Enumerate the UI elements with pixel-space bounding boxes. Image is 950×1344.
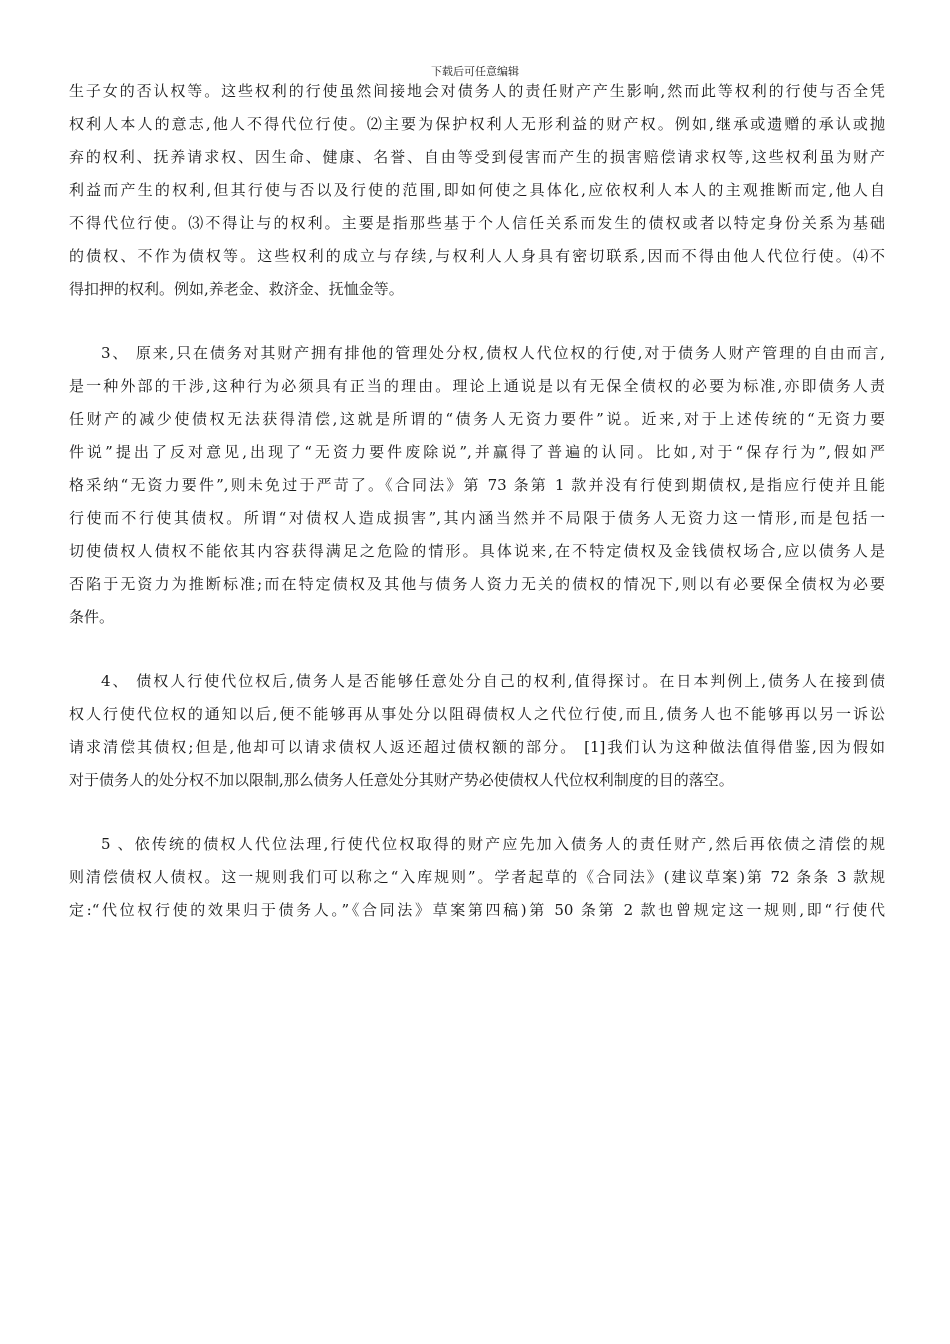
text-line: 得扣押的权利。例如,养老金、救济金、抚恤金等。	[69, 280, 404, 298]
text-line: 否陷于无资力为推断标准;而在特定债权及其他与债务人资力无关的债权的情况下,则以有必要保全债权为必要	[69, 575, 885, 593]
paragraph-first-line: 5 、依传统的债权人代位法理,行使代位权取得的财产应先加入债务人的责任财产,然后再依债之清偿的规	[101, 835, 885, 853]
text-line: 权利人本人的意志,他人不得代位行使。⑵主要为保护权利人无形利益的财产权。例如,继承或遗赠的承认或抛	[69, 115, 885, 133]
text-line: 请求清偿其债权;但是,他却可以请求债权人返还超过债权额的部分。 [1]我们认为这种做法值得借鉴,因为假如	[69, 738, 885, 756]
text-line: 对于债务人的处分权不加以限制,那么债务人任意处分其财产势必使债权人代位权利制度的目的落空。	[69, 771, 734, 789]
text-line: 定:“代位权行使的效果归于债务人。”《合同法》草案第四稿)第 50 条第 2 款也曾规定这一规则,即“行使代	[69, 901, 885, 919]
text-line: 任财产的减少使债权无法获得清偿,这就是所谓的“债务人无资力要件”说。近来,对于上述传统的“无资力要	[69, 410, 885, 428]
text-line: 生子女的否认权等。这些权利的行使虽然间接地会对债务人的责任财产产生影响,然而此等权利的行使与否全凭	[69, 82, 885, 100]
text-line: 不得代位行使。⑶不得让与的权利。主要是指那些基于个人信任关系而发生的债权或者以特定身份关系为基础	[69, 214, 885, 232]
paragraph-gap	[69, 802, 885, 833]
text-line: 则清偿债权人债权。这一规则我们可以称之“入库规则”。学者起草的《合同法》(建议草案)第 72 条条 3 款规	[69, 868, 885, 886]
paragraph-first-line: 3、 原来,只在债务对其财产拥有排他的管理处分权,债权人代位权的行使,对于债务人财产管理的自由而言,	[101, 344, 885, 362]
page-header: 下载后可任意编辑	[431, 65, 519, 78]
text-line: 件说”提出了反对意见,出现了“无资力要件废除说”,并赢得了普遍的认同。比如,对于“保存行为”,假如严	[69, 443, 885, 461]
text-line: 利益而产生的权利,但其行使与否以及行使的范围,即如何使之具体化,应依权利人本人的主观推断而定,他人自	[69, 181, 885, 199]
text-line: 格采纳“无资力要件”,则未免过于严苛了。《合同法》第 73 条第 1 款并没有行使到期债权,是指应行使并且能	[69, 476, 885, 494]
document-body	[69, 80, 885, 932]
paragraph-first-line: 4、 债权人行使代位权后,债务人是否能够任意处分自己的权利,值得探讨。在日本判例上,债务人在接到债	[101, 672, 885, 690]
paragraph-gap	[69, 639, 885, 670]
text-line: 行使而不行使其债权。所谓“对债权人造成损害”,其内涵当然并不局限于债务人无资力这一情形,而是包括一	[69, 509, 885, 527]
text-line: 切使债权人债权不能依其内容获得满足之危险的情形。具体说来,在不特定债权及金钱债权场合,应以债务人是	[69, 542, 885, 560]
text-line: 的债权、不作为债权等。这些权利的成立与存续,与权利人人身具有密切联系,因而不得由他人代位行使。⑷不	[69, 247, 885, 265]
text-line: 条件。	[69, 608, 115, 626]
text-line: 弃的权利、抚养请求权、因生命、健康、名誉、自由等受到侵害而产生的损害赔偿请求权等,这些权利虽为财产	[69, 148, 885, 166]
text-line: 权人行使代位权的通知以后,便不能够再从事处分以阻碍债权人之代位行使,而且,债务人也不能够再以另一诉讼	[69, 705, 885, 723]
paragraph-gap	[69, 311, 885, 342]
text-line: 是一种外部的干涉,这种行为必须具有正当的理由。理论上通说是以有无保全债权的必要为标准,亦即债务人责	[69, 377, 885, 395]
